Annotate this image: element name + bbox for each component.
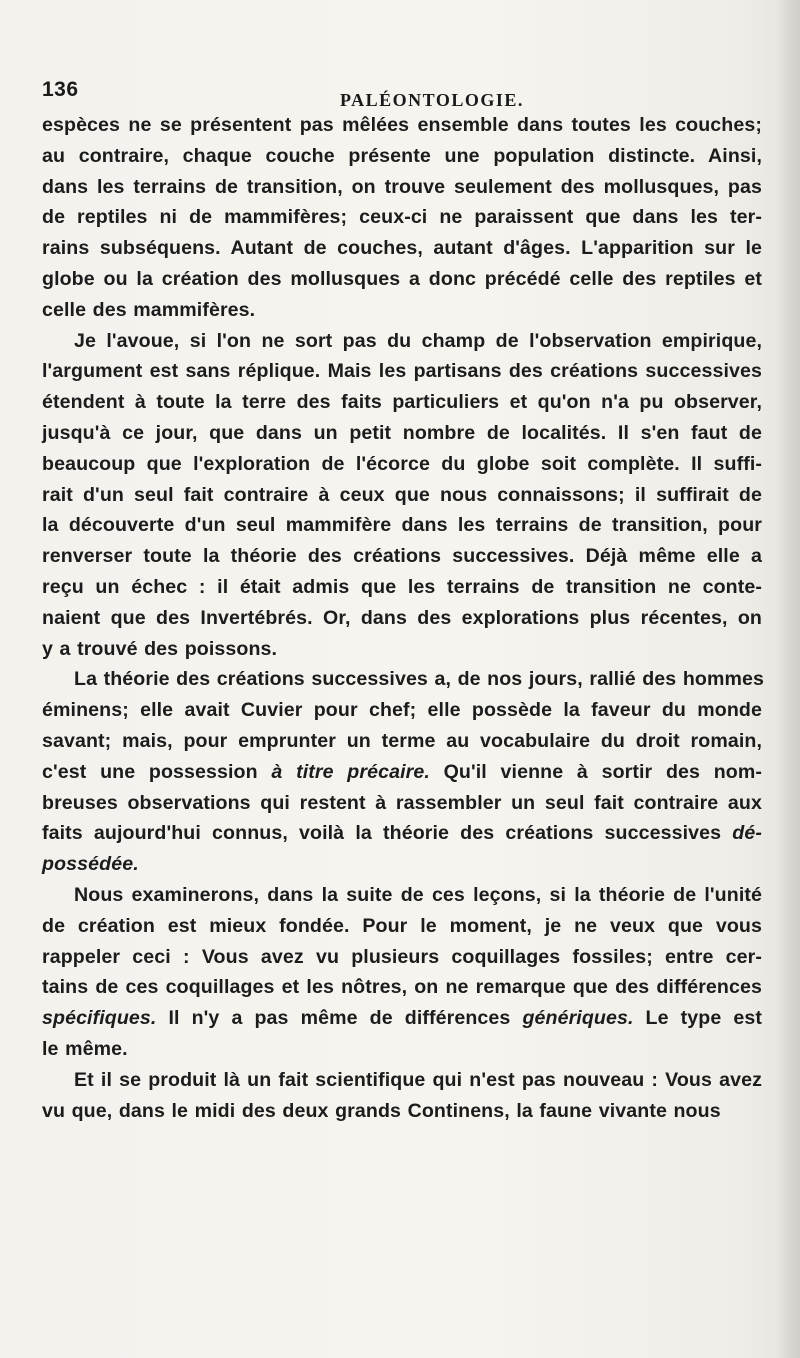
- text-segment: beaucoup que l'exploration de l'écorce du globe soit complète. Il suffi-: [42, 452, 762, 475]
- text-segment: reçu un échec : il était admis que les terrains de transition ne conte-: [42, 575, 762, 598]
- text-segment: éminens; elle avait Cuvier pour chef; elle possède la faveur du monde: [42, 699, 762, 722]
- text-segment: globe ou la création des mollusques a donc précédé celle des reptiles et: [42, 267, 762, 290]
- text-segment: espèces ne se présentent pas mêlées ensemble dans toutes les couches;: [42, 114, 762, 136]
- text-segment: le même.: [42, 1037, 128, 1060]
- text-line: [42, 695, 762, 726]
- text-segment: c'est une possession: [42, 760, 272, 783]
- text-segment: dans les terrains de transition, on trouve seulement des mollusques, pas: [42, 175, 762, 198]
- text-segment: y a trouvé des poissons.: [42, 637, 278, 660]
- text-line: [42, 880, 762, 911]
- text-line: [42, 172, 762, 203]
- text-line: [42, 726, 762, 757]
- text-segment: vu que, dans le midi des deux grands Continens, la faune vivante nous: [42, 1099, 721, 1122]
- text-line: [42, 233, 762, 264]
- italic-segment: génériques.: [522, 1007, 634, 1030]
- text-segment: Qu'il vienne à sortir des nom-: [429, 760, 762, 783]
- text-segment: Je l'avoue, si l'on ne sort pas du champ de l'observation empirique,: [74, 329, 762, 352]
- text-segment: tains de ces coquillages et les nôtres, on ne remarque que des différences: [42, 976, 762, 999]
- text-line: [42, 849, 762, 880]
- text-segment: breuses observations qui restent à rassembler un seul fait contraire aux: [42, 791, 762, 814]
- text-segment: rait d'un seul fait contraire à ceux que nous connaissons; il suffirait de: [42, 483, 762, 506]
- text-line: [42, 418, 762, 449]
- text-line: [42, 664, 765, 695]
- text-segment: celle des mammifères.: [42, 298, 256, 321]
- text-line: [42, 480, 762, 511]
- running-title: PALÉONTOLOGIE.: [340, 90, 524, 110]
- text-line: [42, 541, 762, 572]
- text-line: [42, 788, 762, 819]
- text-line: [42, 1034, 762, 1065]
- text-segment: de création est mieux fondée. Pour le moment, je ne veux que vous: [42, 914, 762, 937]
- text-segment: Il n'y a pas même de différences: [156, 1007, 523, 1030]
- text-line: [42, 387, 762, 418]
- page-number: 136: [42, 78, 79, 101]
- text-segment: renverser toute la théorie des créations successives. Déjà même elle a: [42, 545, 762, 568]
- text-segment: rappeler ceci : Vous avez vu plusieurs coquillages fossiles; entre cer-: [42, 945, 762, 968]
- text-line: [42, 757, 762, 788]
- text-segment: naient que des Invertébrés. Or, dans des explorations plus récentes, on: [42, 606, 762, 629]
- text-line: [42, 202, 762, 233]
- text-line: [42, 110, 762, 141]
- text-segment: rains subséquens. Autant de couches, autant d'âges. L'apparition sur le: [42, 237, 762, 260]
- text-segment: étendent à toute la terre des faits particuliers et qu'on n'a pu observer,: [42, 391, 762, 414]
- text-segment: La théorie des créations successives a, de nos jours, rallié des hommes: [74, 668, 765, 691]
- text-segment: Le type est: [633, 1007, 762, 1030]
- text-segment: Et il se produit là un fait scientifique qui n'est pas nouveau : Vous avez: [74, 1068, 762, 1091]
- text-line: [42, 603, 762, 634]
- text-line: [42, 1003, 762, 1034]
- text-segment: au contraire, chaque couche présente une population distincte. Ainsi,: [42, 144, 762, 167]
- text-line: [42, 356, 762, 387]
- text-line: [42, 449, 762, 480]
- text-line: [42, 510, 762, 541]
- page-header: [42, 78, 742, 108]
- text-line: [42, 326, 762, 357]
- text-line: [42, 1065, 762, 1096]
- italic-segment: possédée.: [42, 853, 139, 876]
- text-line: [42, 634, 762, 665]
- text-segment: faits aujourd'hui connus, voilà la théorie des créations successives: [42, 822, 733, 845]
- text-line: [42, 972, 762, 1003]
- text-line: [42, 295, 762, 326]
- text-segment: de reptiles ni de mammifères; ceux-ci ne paraissent que dans les ter-: [42, 206, 762, 229]
- text-segment: savant; mais, pour emprunter un terme au vocabulaire du droit romain,: [42, 729, 762, 752]
- text-segment: la découverte d'un seul mammifère dans les terrains de transition, pour: [42, 514, 762, 537]
- italic-segment: dé-: [732, 822, 762, 845]
- text-line: [42, 1096, 762, 1127]
- text-line: [42, 818, 762, 849]
- italic-segment: spécifiques.: [42, 1007, 157, 1030]
- text-segment: l'argument est sans réplique. Mais les partisans des créations successives: [42, 360, 762, 383]
- text-line: [42, 264, 762, 295]
- text-segment: Nous examinerons, dans la suite de ces leçons, si la théorie de l'unité: [74, 883, 762, 906]
- text-line: [42, 911, 762, 942]
- text-line: [42, 141, 762, 172]
- page-edge-shadow: [778, 0, 800, 1358]
- italic-segment: à titre précaire.: [271, 760, 430, 783]
- body-text: [42, 110, 765, 1126]
- text-line: [42, 942, 762, 973]
- text-line: [42, 572, 762, 603]
- text-segment: jusqu'à ce jour, que dans un petit nombre de localités. Il s'en faut de: [42, 421, 762, 444]
